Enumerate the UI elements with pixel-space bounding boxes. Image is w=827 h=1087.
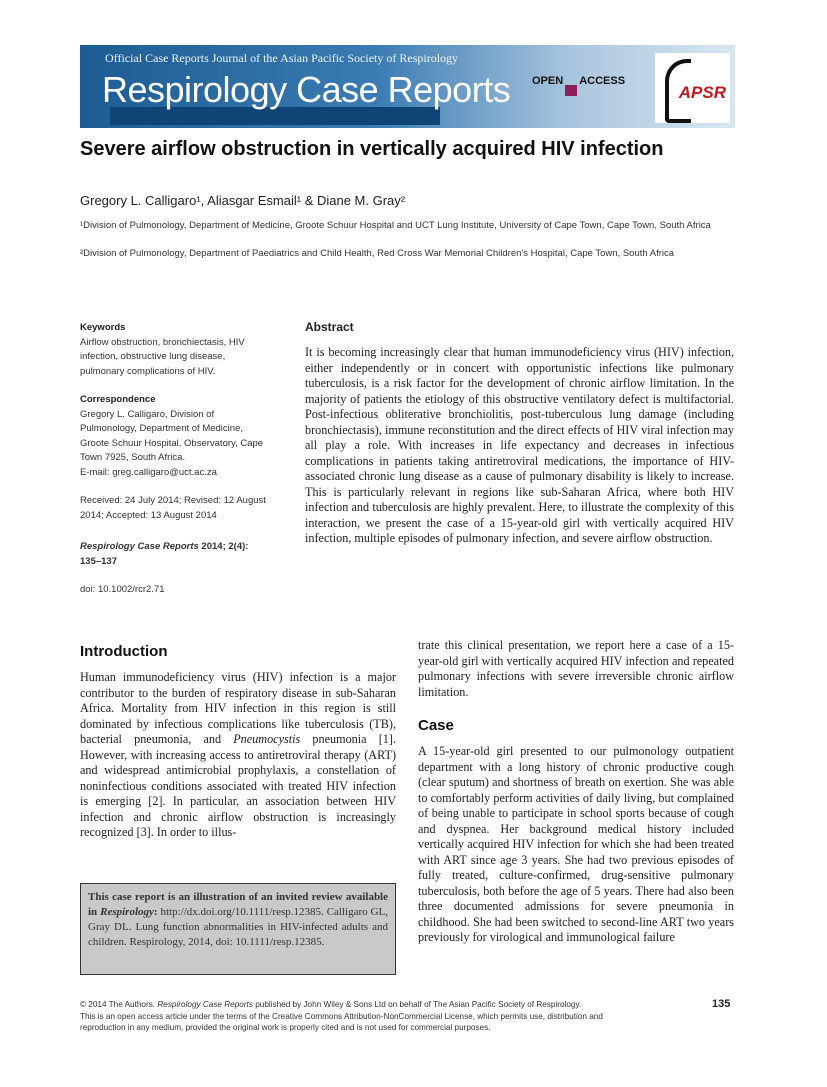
intro-text-b: pneumonia [1]. However, with increasing access to antiretroviral therapy (ART) and widespread antimicrobial prophylaxis, a constellation of noninfectious conditions associated with treated HIV infection is emerging [2]. In particular, an association between HIV infection and chronic airflow obstruction is increasingly recognized [3]. In order to illus- [80, 732, 396, 839]
lock-icon [565, 85, 577, 96]
abstract-text: It is becoming increasingly clear that human immunodeficiency virus (HIV) infection, either independently or in concert with opportunistic infections like pulmonary tuberculosis, is a risk factor for the development of chronic airflow limitation. In the majority of patients the etiology of this obstructive ventilatory defect is multifactorial. Post-infectious obliterative bronchiolitis, post-tuberculous lung damage (including bronchiectasis), immune reconstitution and the direct effects of HIV viral infection may all play a role. With increases in life expectancy and decreases in infectious complications in patients taking antiretroviral medications, the importance of HIV-associated chronic lung disease as a cause of pulmonary disability is likely to increase. This is particularly relevant in regions like sub-Saharan Africa, where both HIV infection and tuberculosis are highly prevalent. Here, to illustrate the complexity of this interaction, we present the case of a 15-year-old girl with vertically acquired HIV infection, multiple episodes of pulmonary infection, and severe airflow obstruction. [305, 345, 734, 545]
page-number: 135 [712, 998, 731, 1010]
email-link[interactable]: E-mail: greg.calligaro@uct.ac.za [80, 466, 217, 478]
dates: Received: 24 July 2014; Revised: 12 August 2014; Accepted: 13 August 2014 [80, 495, 266, 521]
intro-text-a: Human immunodeficiency virus (HIV) infection is a major contributor to the burden of respiratory disease in sub-Saharan Africa. Mortality from HIV infection in this region is still dominated by infectious complications like tuberculosis (TB), bacterial pneumonia, and [80, 670, 396, 746]
article-title: Severe airflow obstruction in vertically acquired HIV infection [80, 138, 664, 160]
correspondence: Gregory L. Calligaro, Division of Pulmonology, Department of Medicine, Groote Schuur Hospital, Observatory, Cape Town 7925, South Africa. [80, 408, 264, 463]
apsr-logo [655, 53, 730, 123]
keywords-heading: Keywords [80, 322, 126, 333]
affiliation-2: ²Division of Pulmonology, Department of Paediatrics and Child Health, Red Cross War Memorial Children's Hospital, Cape Town, South Africa [80, 248, 675, 259]
correspondence-heading: Correspondence [80, 394, 156, 405]
introduction-heading: Introduction [80, 643, 168, 660]
doi[interactable]: doi: 10.1002/rcr2.71 [80, 584, 165, 595]
citation [80, 540, 270, 569]
intro-italic: Pneumocystis [233, 732, 301, 746]
affiliation-1: ¹Division of Pulmonology, Department of Medicine, Groote Schuur Hospital and UCT Lung Institute, University of Cape Town, Cape Town, South Africa [80, 220, 711, 231]
introduction-text [80, 670, 396, 841]
open-access-logo [532, 75, 625, 96]
citation-journal: Respirology Case Reports [80, 541, 199, 552]
introduction-continued: trate this clinical presentation, we report here a case of a 15-year-old girl with vertically acquired HIV infection and repeated pulmonary infections with severe irreversible chronic airflow limitation. [418, 638, 734, 699]
correspondence-section [80, 393, 270, 480]
box-bold: This case report is an illustration of an invited review available in [88, 891, 388, 918]
case-text: A 15-year-old girl presented to our pulmonology outpatient department with a long history of chronic productive cough (clear sputum) and shortness of breath on exertion. She was able to comfortably perform activities of daily living, but complained of being unable to participate in school sports because of cough and dyspnea. Her background medical history included vertically acquired HIV infection for which she had been treated with ART since age 3 years. She had two previous episodes of fully treated, culture-confirmed, drug-sensitive pulmonary tuberculosis, both before the age of 5 years. There had also been three documented admissions for severe pneumonia in childhood. She had been switched to second-line ART two years previously for virological and immunological failure [418, 744, 734, 944]
journal-tagline: Official Case Reports Journal of the Asian Pacific Society of Respirology [105, 51, 459, 65]
keywords: Airflow obstruction, bronchiectasis, HIV infection, obstructive lung disease, pulmonary complications of HIV. [80, 336, 245, 377]
authors: Gregory L. Calligaro¹, Aliasgar Esmail¹ & Diane M. Gray² [80, 193, 406, 208]
license: This is an open access article under the terms of the Creative Commons Attribution-NonCommercial License, which permits use, distribution and reproduction in any medium, provided the original work is properly cited and is not used for commercial purposes. [80, 1011, 603, 1032]
invited-review-box [80, 883, 396, 975]
journal-name: Respirology Case Reports [102, 69, 511, 110]
footer-journal: Respirology Case Reports [157, 1000, 253, 1009]
publisher: published by John Wiley & Sons Ltd on behalf of The Asian Pacific Society of Respirology. [252, 1000, 582, 1009]
footer [80, 999, 640, 1034]
copyright: © 2014 The Authors. [80, 1000, 158, 1009]
box-journal: Respirology [100, 906, 154, 918]
box-colon: : [153, 906, 158, 918]
access-text: ACCESS [579, 75, 626, 87]
case-heading: Case [418, 717, 454, 734]
citation-volume: 2014; 2(4): 135–137 [80, 541, 249, 567]
box-text[interactable]: http://dx.doi.org/10.1111/resp.12385. Calligaro GL, Gray DL. Lung function abnormalities in HIV-infected adults and children. Respirology, 2014, doi: 10.1111/resp.12385. [88, 906, 388, 948]
open-text: OPEN [532, 75, 564, 87]
keywords-section [80, 321, 270, 379]
abstract-heading: Abstract [305, 320, 354, 334]
apsr-text: APSR [678, 83, 726, 102]
journal-banner [80, 45, 735, 128]
